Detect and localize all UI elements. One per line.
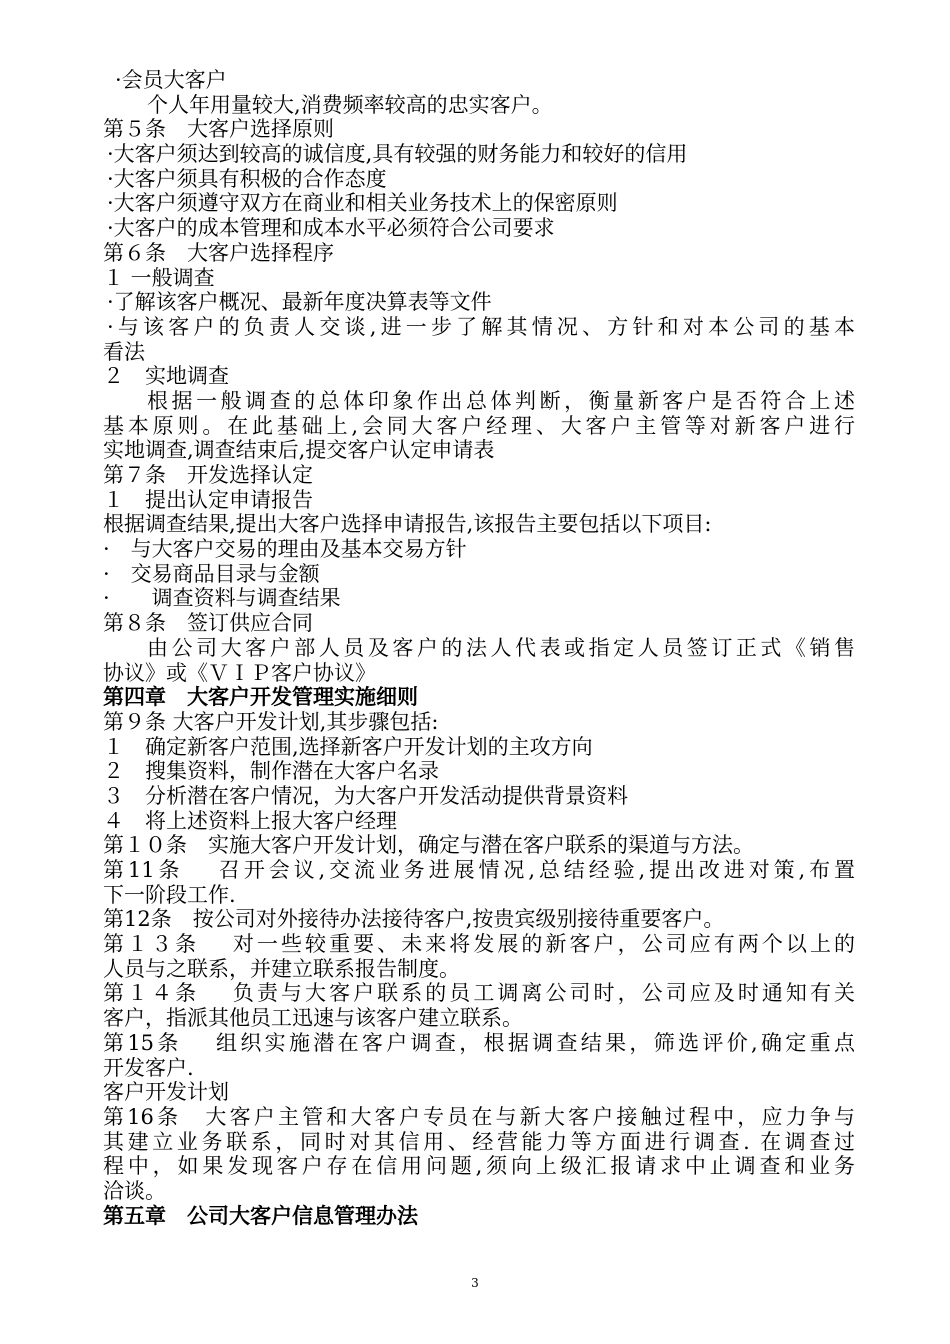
article-line: 第１０条 实施大客户开发计划，确定与潜在客户联系的渠道与方法。: [103, 833, 754, 858]
article-heading: 第９条 大客户开发计划,其步骤包括:: [103, 709, 439, 734]
article-line: 第11条 召开会议,交流业务进展情况,总结经验,提出改进对策,布置: [103, 858, 855, 882]
chapter-heading: 第四章 大客户开发管理实施细则: [103, 685, 418, 710]
paragraph-line: 下一阶段工作.: [103, 882, 236, 907]
numbered-item: ４ 将上述资料上报大客户经理: [103, 808, 397, 833]
numbered-item: １ 提出认定申请报告: [103, 487, 313, 512]
document-body: [103, 68, 855, 1228]
chapter-heading: 第五章 公司大客户信息管理办法: [103, 1203, 418, 1228]
article-line: 第16条 大客户主管和大客户专员在与新大客户接触过程中，应力争与: [103, 1104, 855, 1129]
paragraph-line: 根据调查结果,提出大客户选择申请报告,该报告主要包括以下项目:: [103, 512, 712, 537]
paragraph-line: 看法: [103, 339, 145, 364]
article-line: 第１３条 对一些较重要、未来将发展的新客户，公司应有两个以上的: [103, 932, 855, 957]
paragraph-line: 客户，指派其他员工迅速与该客户建立联系。: [103, 1006, 523, 1031]
paragraph-line: 其建立业务联系，同时对其信用、经营能力等方面进行调查. 在调查过: [103, 1129, 855, 1154]
bullet-line: ·会员大客户: [115, 68, 227, 92]
section-label: 客户开发计划: [103, 1080, 229, 1105]
paragraph-line: 程中，如果发现客户存在信用问题,须向上级汇报请求中止调查和业务: [103, 1154, 855, 1179]
numbered-item: ２ 实地调查: [103, 364, 229, 389]
paragraph-line: 协议》或《ＶＩＰ客户协议》: [103, 660, 376, 685]
paragraph-line: 根据一般调查的总体印象作出总体判断，衡量新客户是否符合上述: [147, 388, 855, 413]
numbered-item: １ 一般调查: [103, 265, 215, 290]
bullet-line: ·大客户须具有积极的合作态度: [107, 166, 387, 191]
bullet-line: · 与大客户交易的理由及基本交易方针: [103, 537, 467, 562]
paragraph-line: 人员与之联系，并建立联系报告制度。: [103, 956, 460, 981]
bullet-line: · 交易商品目录与金额: [103, 561, 320, 586]
paragraph-line: 由公司大客户部人员及客户的法人代表或指定人员签订正式《销售: [147, 635, 855, 660]
numbered-item: ２ 搜集资料，制作潜在大客户名录: [103, 759, 439, 784]
article-heading: 第５条 大客户选择原则: [103, 117, 334, 142]
article-line: 第１４条 负责与大客户联系的员工调离公司时，公司应及时通知有关: [103, 981, 855, 1006]
article-heading: 第６条 大客户选择程序: [103, 240, 334, 265]
bullet-line: ·大客户的成本管理和成本水平必须符合公司要求: [107, 216, 555, 241]
page-number: 3: [471, 1276, 479, 1290]
bullet-line: ·与该客户的负责人交谈,进一步了解其情况、方针和对本公司的基本: [107, 314, 855, 339]
bullet-line: ·了解该客户概况、最新年度决算表等文件: [107, 290, 492, 315]
paragraph-line: 个人年用量较大,消费频率较高的忠实客户。: [147, 92, 553, 117]
article-heading: 第８条 签订供应合同: [103, 611, 313, 636]
article-line: 第12条 按公司对外接待办法接待客户,按贵宾级别接待重要客户。: [103, 907, 725, 932]
bullet-line: ·大客户须遵守双方在商业和相关业务技术上的保密原则: [107, 191, 618, 216]
article-line: 第15条 组织实施潜在客户调查，根据调查结果，筛选评价,确定重点: [103, 1030, 855, 1055]
bullet-line: · 调查资料与调查结果: [103, 586, 341, 611]
bullet-line: ·大客户须达到较高的诚信度,具有较强的财务能力和较好的信用: [107, 142, 688, 167]
paragraph-line: 开发客户.: [103, 1055, 194, 1080]
article-heading: 第７条 开发选择认定: [103, 463, 313, 487]
paragraph-line: 实地调查,调查结束后,提交客户认定申请表: [103, 438, 495, 463]
paragraph-line: 洽谈。: [103, 1178, 166, 1203]
paragraph-line: 基本原则。在此基础上,会同大客户经理、大客户主管等对新客户进行: [103, 413, 855, 438]
numbered-item: １ 确定新客户范围,选择新客户开发计划的主攻方向: [103, 734, 593, 759]
numbered-item: ３ 分析潜在客户情况，为大客户开发活动提供背景资料: [103, 783, 628, 808]
